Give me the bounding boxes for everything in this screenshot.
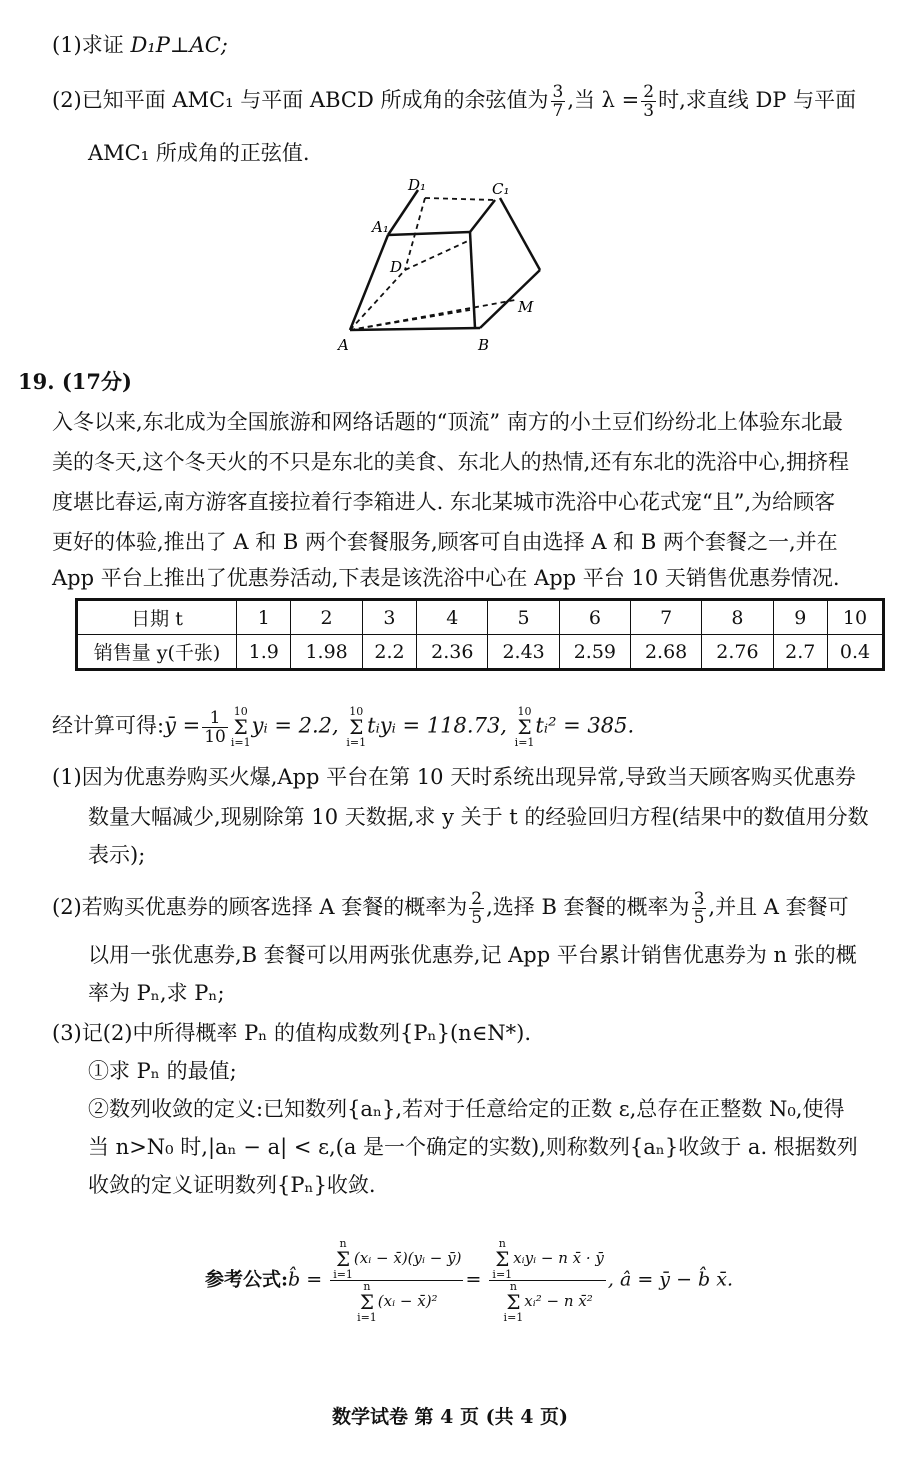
q19-part3-ii-2: 当 n>N₀ 时,|aₙ − a| < ε,(a 是一个确定的实数),则称数列{aₙ}收敛于 a. 根据数列	[88, 1135, 858, 1159]
sum-symbol: n Σ i=1	[492, 1237, 513, 1281]
table-cell: 7	[631, 600, 702, 635]
label-a1: A₁	[372, 218, 389, 236]
q18-part2-text-a: (2)已知平面 AMC₁ 与平面 ABCD 所成角的余弦值为	[52, 88, 549, 112]
sum-top: n	[363, 1280, 371, 1293]
sum-symbol: 10 Σ i=1	[346, 705, 367, 749]
label-d1: D₁	[408, 176, 427, 194]
formula-prefix: 参考公式:	[205, 1268, 289, 1291]
q19-intro-2: 美的冬天,这个冬天火的不只是东北的美食、东北人的热情,还有东北的洗浴中心,拥挤程	[52, 450, 850, 474]
calc-ybar: ȳ =	[164, 713, 201, 738]
label-m: M	[518, 298, 534, 316]
num1-text: (xᵢ − x̄)(yᵢ − ȳ)	[353, 1249, 462, 1267]
q19-intro-4: 更好的体验,推出了 A 和 B 两个套餐服务,顾客可自由选择 A 和 B 两个套餐之一,并在	[52, 530, 838, 554]
den2-text: xᵢ² − n x̄²	[524, 1292, 593, 1310]
q19-calc	[52, 706, 634, 748]
edge-dp-hidden	[405, 240, 470, 270]
table-cell: 1	[237, 600, 291, 635]
fraction-3-5	[692, 890, 707, 927]
edge-d1c1-hidden	[425, 198, 495, 200]
q18-part1	[52, 30, 228, 60]
sum-symbol: 10 Σ i=1	[230, 705, 251, 749]
q18-part1-label: (1)求证	[52, 33, 124, 57]
frac-num: 3	[693, 889, 705, 909]
calc-term1: yᵢ = 2.2,	[251, 713, 339, 738]
formula-fraction-1	[330, 1238, 463, 1323]
frac-num: 3	[552, 82, 564, 102]
sales-table	[75, 598, 885, 671]
formula-den1	[330, 1281, 463, 1323]
table-cell: 2.2	[362, 635, 416, 670]
reference-formula	[205, 1238, 733, 1323]
q18-part1-expr: D₁P⊥AC;	[130, 33, 228, 57]
calc-term2: tᵢyᵢ = 118.73,	[367, 713, 507, 738]
q18-part2-text-c: 时,求直线 DP 与平面	[658, 88, 857, 112]
q19-part1-2: 数量大幅减少,现剔除第 10 天数据,求 y 关于 t 的经验回归方程(结果中的数值用分数	[88, 805, 869, 829]
table-cell: 2	[291, 600, 362, 635]
sum-bot: i=1	[492, 1268, 513, 1281]
edge-am-hidden	[350, 300, 515, 330]
q19-part1-1: (1)因为优惠券购买火爆,App 平台在第 10 天时系统出现异常,导致当天顾客购买优惠券	[52, 765, 856, 789]
q19-part2-2: 以用一张优惠券,B 套餐可以用两张优惠券,记 App 平台累计销售优惠券为 n 张的概	[88, 943, 857, 967]
calc-prefix: 经计算可得:	[52, 713, 165, 738]
part2-text-c: ,并且 A 套餐可	[708, 895, 849, 919]
table-cell: 2.43	[488, 635, 559, 670]
part2-text-a: (2)若购买优惠券的顾客选择 A 套餐的概率为	[52, 895, 468, 919]
label-a: A	[338, 336, 349, 354]
sum-symbol: n Σ i=1	[357, 1280, 377, 1324]
sum-top: 10	[349, 705, 364, 718]
part2-text-b: ,选择 B 套餐的概率为	[486, 895, 690, 919]
formula-eq: =	[465, 1268, 482, 1291]
label-d: D	[390, 258, 403, 276]
edge-aa1	[350, 235, 388, 330]
fraction-3-7	[551, 83, 566, 120]
table-cell: 2.59	[559, 635, 630, 670]
q19-header: 19. (17分)	[18, 369, 132, 394]
frac-den: 7	[552, 101, 564, 121]
formula-tail: , â = ȳ − b̂ x̄.	[607, 1268, 734, 1291]
table-cell: 2.7	[773, 635, 827, 670]
q19-part2-1	[52, 890, 849, 927]
sum-top: n	[339, 1237, 347, 1250]
sum-bot: i=1	[514, 736, 535, 749]
q19-part3-i: ①求 Pₙ 的最值;	[88, 1059, 237, 1083]
table-cell: 9	[773, 600, 827, 635]
fraction-1-10	[202, 709, 228, 746]
edge-side	[470, 232, 475, 328]
label-c1: C₁	[492, 180, 510, 198]
table-cell: 1.9	[237, 635, 291, 670]
table-cell: 4	[417, 600, 488, 635]
sum-symbol: n Σ i=1	[503, 1280, 524, 1324]
table-cell: 2.68	[631, 635, 702, 670]
sum-top: 10	[233, 705, 248, 718]
formula-bhat: b̂ =	[288, 1268, 323, 1291]
label-b: B	[478, 336, 490, 354]
calc-term3: tᵢ² = 385.	[535, 713, 635, 738]
table-cell: 5	[488, 600, 559, 635]
frac-den: 5	[693, 908, 705, 928]
q19-part3-ii-3: 收敛的定义证明数列{Pₙ}收敛.	[88, 1173, 376, 1197]
fraction-2-5	[469, 890, 484, 927]
table-cell: 2.76	[702, 635, 773, 670]
frac-den: 5	[471, 908, 483, 928]
q19-part3-ii-1: ②数列收敛的定义:已知数列{aₙ},若对于任意给定的正数 ε,总存在正整数 N₀,使得	[88, 1097, 845, 1121]
edge-ab	[350, 328, 480, 330]
den1-text: (xᵢ − x̄)²	[377, 1292, 438, 1310]
table-cell: 6	[559, 600, 630, 635]
formula-num2	[489, 1238, 605, 1281]
frac-num: 2	[643, 82, 655, 102]
formula-num1	[330, 1238, 463, 1281]
formula-fraction-2	[489, 1238, 605, 1323]
q18-part2	[52, 83, 856, 120]
sum-top: 10	[517, 705, 532, 718]
table-cell: 10	[828, 600, 884, 635]
sum-symbol: 10 Σ i=1	[514, 705, 535, 749]
table-row	[77, 635, 884, 670]
table-cell: 0.4	[828, 635, 884, 670]
sum-top: n	[509, 1280, 517, 1293]
q19-part2-3: 率为 Pₙ,求 Pₙ;	[88, 981, 225, 1005]
sum-bot: i=1	[357, 1311, 377, 1324]
frac-den: 10	[204, 726, 226, 747]
table-cell: 2.36	[417, 635, 488, 670]
edge-d1-a1	[388, 190, 418, 235]
sum-bot: i=1	[346, 736, 367, 749]
fraction-2-3	[641, 83, 656, 120]
q18-part2-text-b: ,当 λ =	[567, 88, 640, 112]
table-cell: 3	[362, 600, 416, 635]
edge-a1-top	[388, 232, 470, 235]
table-header-cell: 销售量 y(千张)	[77, 635, 237, 670]
sum-bot: i=1	[230, 736, 251, 749]
formula-den2	[489, 1281, 605, 1323]
sum-top: n	[498, 1237, 506, 1250]
page-footer: 数学试卷 第 4 页 (共 4 页)	[331, 1406, 569, 1428]
frac-num: 1	[202, 709, 228, 728]
table-row	[77, 600, 884, 635]
prism-diagram	[330, 170, 570, 360]
frac-num: 2	[471, 889, 483, 909]
sum-bot: i=1	[333, 1268, 353, 1281]
q19-part3: (3)记(2)中所得概率 Pₙ 的值构成数列{Pₙ}(n∈N*).	[52, 1021, 531, 1045]
table-header-cell: 日期 t	[77, 600, 237, 635]
table-cell: 1.98	[291, 635, 362, 670]
edge-c1-right	[500, 198, 540, 270]
frac-den: 3	[643, 101, 655, 121]
sum-bot: i=1	[503, 1311, 524, 1324]
q19-intro-5: App 平台上推出了优惠券活动,下表是该洗浴中心在 App 平台 10 天销售优惠券情况.	[52, 566, 840, 590]
sum-symbol: n Σ i=1	[333, 1237, 353, 1281]
q18-part2-line2: AMC₁ 所成角的正弦值.	[88, 141, 310, 165]
q19-intro-3: 度堪比春运,南方游客直接拉着行李箱进人. 东北某城市洗浴中心花式宠“且”,为给顾客	[52, 490, 836, 514]
edge-c1-mid	[470, 200, 495, 232]
q19-intro-1: 入冬以来,东北成为全国旅游和网络话题的“顶流” 南方的小土豆们纷纷北上体验东北最	[52, 410, 843, 434]
num2-text: xᵢyᵢ − n x̄ · ȳ	[513, 1249, 604, 1267]
q19-part1-3: 表示);	[88, 843, 146, 867]
table-cell: 8	[702, 600, 773, 635]
